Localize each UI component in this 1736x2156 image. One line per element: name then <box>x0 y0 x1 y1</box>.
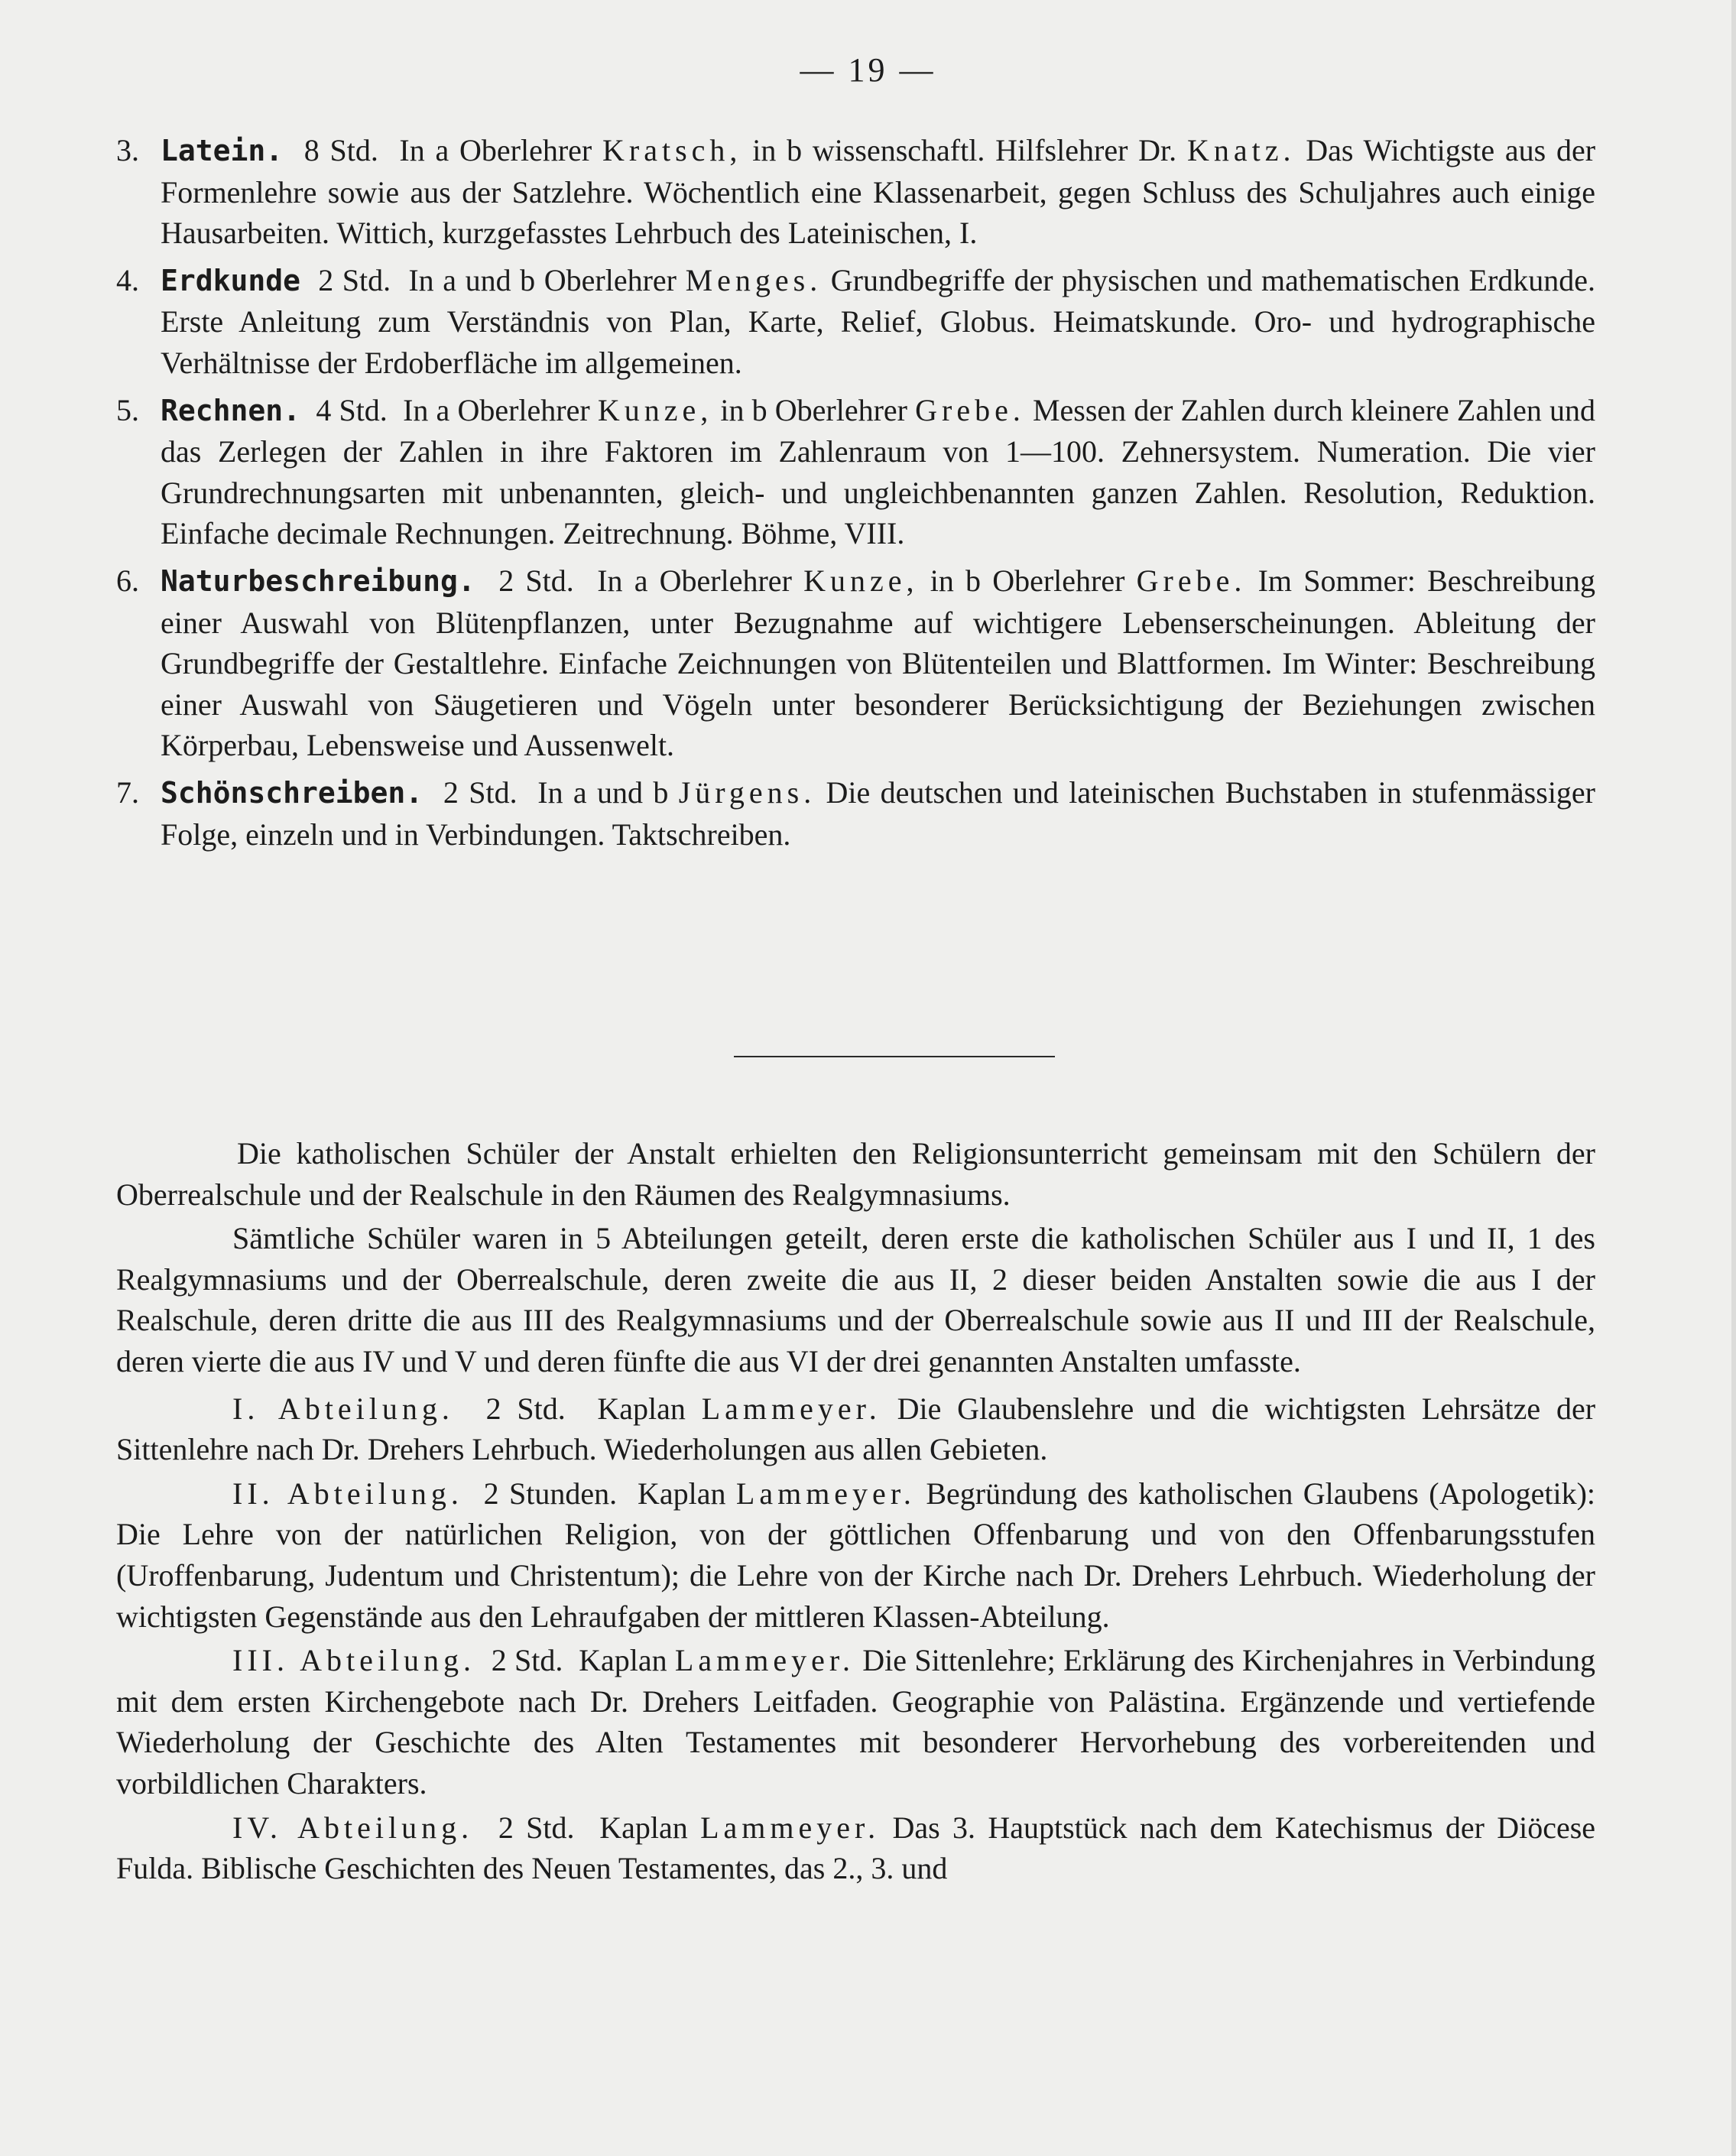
teacher-intro-2: in b Oberlehrer <box>930 563 1125 598</box>
abteilung-label: IV. Abteilung. <box>232 1810 474 1845</box>
item-body: Das Wichtigste aus der Formenlehre sowie aus der Satzlehre. Wöchentlich eine Klassenarbeit, gegen Schluss des Schuljahres auch einige Hausarbeiten. Wittich, kurzgefasstes Lehrbuch des Lateinischen, I. <box>161 133 1596 251</box>
teacher-name: Menges. <box>685 262 823 297</box>
item-body: Die deutschen und lateinischen Buchstaben in stufenmässiger Folge, einzeln und in Verbindungen. Taktschreiben. <box>161 774 1595 852</box>
page-edge <box>1731 0 1736 2156</box>
teacher-name: Jürgens. <box>678 774 816 810</box>
teacher-intro: In a Oberlehrer <box>403 392 590 427</box>
hours: 2 Std. <box>318 262 391 297</box>
curriculum-item-erdkunde <box>116 260 1595 384</box>
teacher-name: Kunze, <box>803 563 919 598</box>
item-number: 7. <box>116 774 139 810</box>
abteilung-body: Die Glaubenslehre und die wichtigsten Lehrsätze der Sittenlehre nach Dr. Drehers Lehrbuch. Wiederholungen aus allen Gebieten. <box>116 1391 1596 1467</box>
abteilung-1 <box>116 1388 1595 1470</box>
curriculum-list <box>116 130 1595 855</box>
curriculum-item-naturbeschreibung <box>116 560 1595 766</box>
subject-title: Naturbeschreibung. <box>161 563 475 598</box>
teacher-name-2: Grebe. <box>1136 563 1247 598</box>
division-paragraph: Sämtliche Schüler waren in 5 Abteilungen geteilt, deren erste die katholischen Schüler aus I und II, 1 des Realgymnasiums und der Oberrealschule, deren zweite die aus II, 2 dieser beiden Anstalten sowie die aus I der Realschule, deren dritte die aus III des Realgymnasiums und der Oberrealschule sowie aus II und III der Realschule, deren vierte die aus IV und V und deren fünfte die aus VI der drei genannten Anstalten umfasste. <box>116 1221 1595 1378</box>
teacher-title: Kaplan <box>599 1810 688 1845</box>
teacher-intro: In a und b Oberlehrer <box>408 262 677 297</box>
page-number: — 19 — <box>800 51 936 89</box>
hours: 2 Std. <box>485 1391 566 1426</box>
curriculum-item-latein <box>116 130 1595 254</box>
teacher-name: Lammeyer. <box>701 1391 881 1426</box>
teacher-name: Kratsch, <box>602 133 742 167</box>
subject-title: Rechnen. <box>161 393 301 427</box>
item-number: 5. <box>116 392 139 427</box>
religion-section <box>116 1133 1595 1889</box>
teacher-intro-2: in b Oberlehrer <box>720 392 907 427</box>
item-number: 6. <box>116 563 139 598</box>
item-body: Grundbegriffe der physischen und mathematischen Erdkunde. Erste Anleitung zum Verständnis von Plan, Karte, Relief, Globus. Heimatskunde. Oro- und hydrographische Verhältnisse der Erdoberfläche im allgemeinen. <box>161 262 1596 380</box>
teacher-name: Lammeyer. <box>674 1643 855 1678</box>
teacher-intro: In a Oberlehrer <box>597 563 792 598</box>
hours: 2 Stunden. <box>483 1476 618 1511</box>
teacher-title: Kaplan <box>579 1643 667 1678</box>
teacher-intro-2: in b wissenschaftl. Hilfslehrer Dr. <box>752 133 1177 167</box>
teacher-name: Lammeyer. <box>735 1476 916 1511</box>
curriculum-item-rechnen <box>116 390 1595 554</box>
subject-title: Erdkunde <box>161 263 301 297</box>
abteilung-2 <box>116 1473 1595 1637</box>
abteilung-label: II. Abteilung. <box>232 1476 463 1511</box>
teacher-title: Kaplan <box>637 1476 726 1511</box>
subject-title: Schönschreiben. <box>161 775 423 810</box>
abteilung-body: Begründung des katholischen Glaubens (Apologetik): Die Lehre von der natürlichen Religion, von der göttlichen Offenbarung und von den Offenbarungsstufen (Uroffenbarung, Judentum und Christentum); die Lehre von der Kirche nach Dr. Drehers Lehrbuch. Wiederholung der wichtigsten Gegenstände aus den Lehraufgaben der mittleren Klassen-Abteilung. <box>116 1476 1596 1634</box>
curriculum-item-schoenschreiben <box>116 772 1595 855</box>
teacher-intro: In a und b <box>537 774 669 810</box>
item-number: 4. <box>116 262 139 297</box>
hours: 2 Std. <box>498 1810 575 1845</box>
teacher-name: Lammeyer. <box>700 1810 881 1845</box>
teacher-title: Kaplan <box>597 1391 686 1426</box>
teacher-name-2: Grebe. <box>915 392 1025 427</box>
hours: 8 Std. <box>303 133 378 167</box>
hours: 4 Std. <box>316 392 388 427</box>
hours: 2 Std. <box>443 774 518 810</box>
teacher-name: Kunze, <box>597 392 713 427</box>
hours: 2 Std. <box>491 1643 563 1678</box>
section-divider <box>734 1056 1055 1057</box>
abteilung-label: I. Abteilung. <box>232 1391 454 1426</box>
intro-paragraph: Die katholischen Schüler der Anstalt erhielten den Religionsunterricht gemeinsam mit den Schülern der Oberrealschule und der Realschule in den Räumen des Realgymnasiums. <box>116 1136 1595 1212</box>
subject-title: Latein. <box>161 134 284 167</box>
teacher-intro: In a Oberlehrer <box>399 133 592 167</box>
abteilung-3 <box>116 1640 1595 1804</box>
abteilung-body: Die Sittenlehre; Erklärung des Kirchenjahres in Verbindung mit dem ersten Kirchengebote nach Dr. Drehers Leitfaden. Geographie von Palästina. Ergänzende und vertiefende Wiederholung der Geschichte des Alten Testamentes mit besonderer Hervorhebung des vorbereitenden und vorbildlichen Charakters. <box>116 1643 1596 1800</box>
hours: 2 Std. <box>498 563 574 598</box>
abteilung-4 <box>116 1807 1595 1889</box>
item-body: Im Sommer: Beschreibung einer Auswahl von Blütenpflanzen, unter Bezugnahme auf wichtigere Lebenserscheinungen. Ableitung der Grundbegriffe der Gestaltlehre. Einfache Zeichnungen von Blütenteilen und Blattformen. Im Winter: Beschreibung einer Auswahl von Säugetieren und Vögeln unter besonderer Berücksichtigung der Beziehungen zwischen Körperbau, Lebensweise und Aussenwelt. <box>161 563 1596 763</box>
item-number: 3. <box>116 133 139 167</box>
item-body: Messen der Zahlen durch kleinere Zahlen und das Zerlegen der Zahlen in ihre Faktoren im Zahlenraum von 1—100. Zehnersystem. Numeration. Die vier Grundrechnungsarten mit unbenannten, gleich- und ungleichbenannten ganzen Zahlen. Resolution, Reduktion. Einfache decimale Rechnungen. Zeitrechnung. Böhme, VIII. <box>161 392 1596 551</box>
teacher-name-2: Knatz. <box>1186 133 1296 167</box>
abteilung-body: Das 3. Hauptstück nach dem Katechismus der Diöcese Fulda. Biblische Geschichten des Neuen Testamentes, das 2., 3. und <box>116 1810 1596 1886</box>
abteilung-label: III. Abteilung. <box>232 1643 476 1678</box>
